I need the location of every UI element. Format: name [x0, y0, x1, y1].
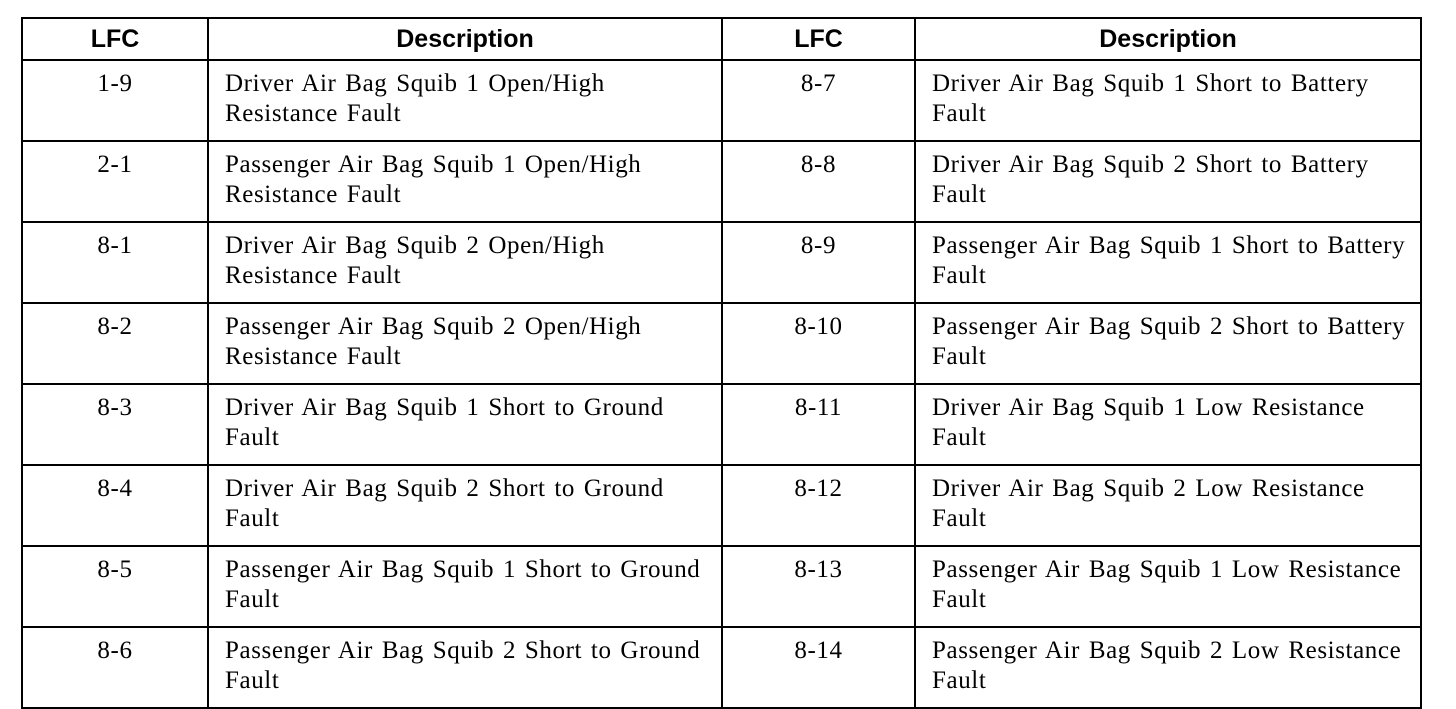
fault-description-right: Driver Air Bag Squib 2 Low Resistance Fault	[915, 465, 1421, 546]
fault-description-left: Passenger Air Bag Squib 1 Open/High Resistance Fault	[208, 141, 722, 222]
lfc-code-right: 8-14	[722, 627, 915, 708]
table-row	[22, 384, 1421, 465]
header-row	[22, 18, 1421, 60]
lfc-code-left: 8-1	[22, 222, 208, 303]
table-row	[22, 222, 1421, 303]
fault-description-left: Driver Air Bag Squib 1 Short to Ground Fault	[208, 384, 722, 465]
fault-description-right: Passenger Air Bag Squib 2 Short to Battery Fault	[915, 303, 1421, 384]
lfc-table	[21, 17, 1422, 709]
lfc-code-right: 8-11	[722, 384, 915, 465]
header-lfc-left: LFC	[22, 18, 208, 60]
header-description-right: Description	[915, 18, 1421, 60]
lfc-code-right: 8-8	[722, 141, 915, 222]
table-row	[22, 60, 1421, 141]
fault-description-right: Driver Air Bag Squib 1 Low Resistance Fault	[915, 384, 1421, 465]
lfc-code-left: 8-2	[22, 303, 208, 384]
fault-description-right: Driver Air Bag Squib 1 Short to Battery Fault	[915, 60, 1421, 141]
fault-description-right: Passenger Air Bag Squib 2 Low Resistance Fault	[915, 627, 1421, 708]
fault-description-left: Driver Air Bag Squib 1 Open/High Resistance Fault	[208, 60, 722, 141]
header-lfc-right: LFC	[722, 18, 915, 60]
fault-description-left: Driver Air Bag Squib 2 Short to Ground Fault	[208, 465, 722, 546]
table-row	[22, 465, 1421, 546]
table-row	[22, 141, 1421, 222]
fault-description-left: Passenger Air Bag Squib 2 Open/High Resistance Fault	[208, 303, 722, 384]
table-row	[22, 546, 1421, 627]
lfc-code-left: 8-6	[22, 627, 208, 708]
table-row	[22, 627, 1421, 708]
lfc-code-right: 8-7	[722, 60, 915, 141]
lfc-code-left: 8-5	[22, 546, 208, 627]
fault-description-right: Passenger Air Bag Squib 1 Low Resistance Fault	[915, 546, 1421, 627]
header-description-left: Description	[208, 18, 722, 60]
lfc-code-left: 8-3	[22, 384, 208, 465]
fault-description-left: Passenger Air Bag Squib 1 Short to Ground Fault	[208, 546, 722, 627]
lfc-code-right: 8-13	[722, 546, 915, 627]
fault-description-left: Driver Air Bag Squib 2 Open/High Resistance Fault	[208, 222, 722, 303]
fault-description-left: Passenger Air Bag Squib 2 Short to Ground Fault	[208, 627, 722, 708]
lfc-code-left: 2-1	[22, 141, 208, 222]
fault-description-right: Passenger Air Bag Squib 1 Short to Battery Fault	[915, 222, 1421, 303]
lfc-code-left: 8-4	[22, 465, 208, 546]
lfc-code-right: 8-10	[722, 303, 915, 384]
lfc-code-right: 8-12	[722, 465, 915, 546]
table-row	[22, 303, 1421, 384]
lfc-code-left: 1-9	[22, 60, 208, 141]
fault-description-right: Driver Air Bag Squib 2 Short to Battery Fault	[915, 141, 1421, 222]
lfc-code-right: 8-9	[722, 222, 915, 303]
